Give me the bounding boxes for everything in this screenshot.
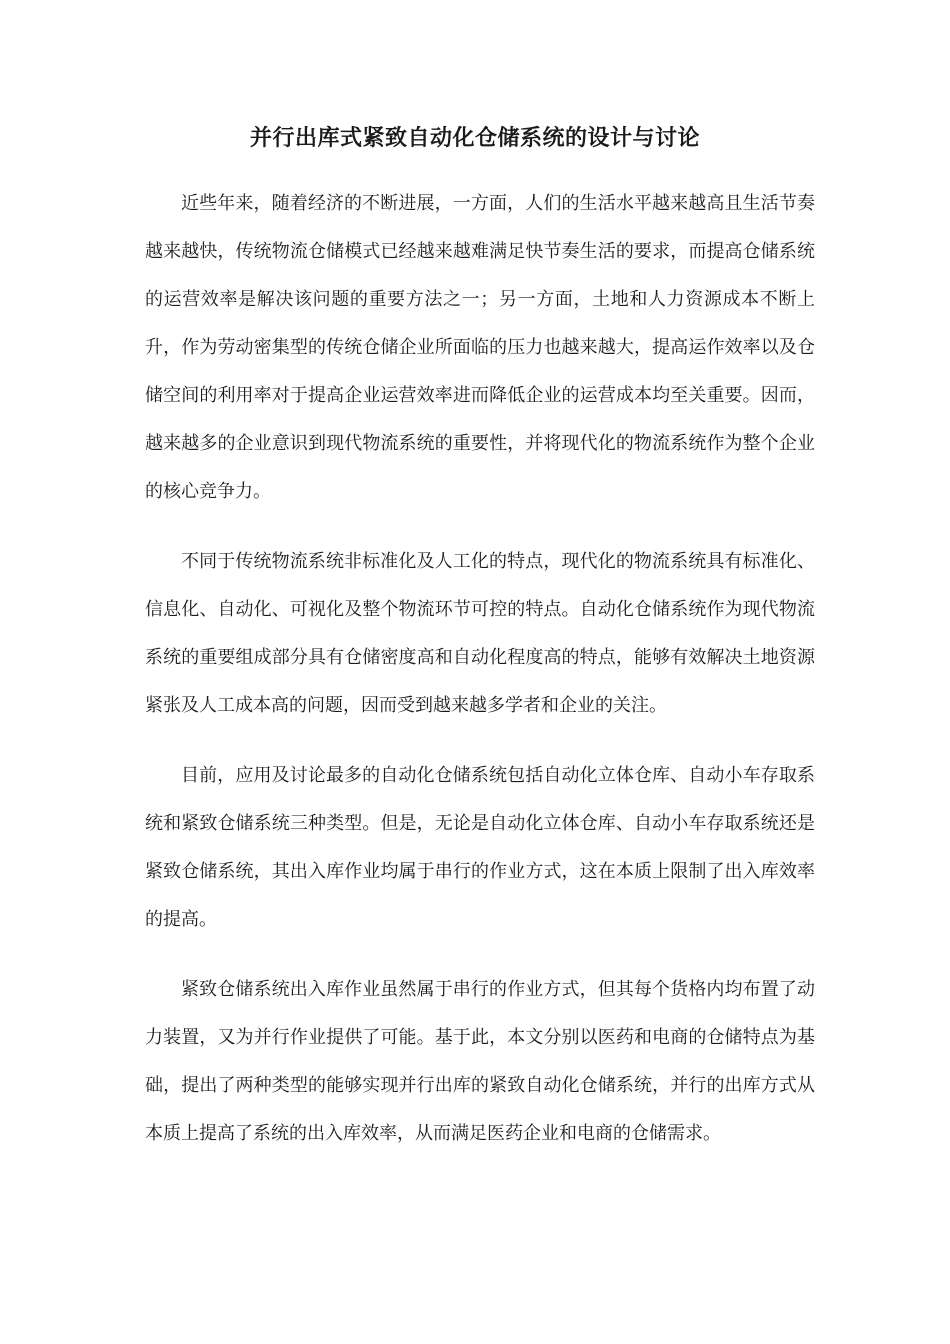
paragraph-2: 不同于传统物流系统非标准化及人工化的特点，现代化的物流系统具有标准化、信息化、自动化、可视化及整个物流环节可控的特点。自动化仓储系统作为现代物流系统的重要组成部分具有仓储密度高和自动化程度高的特点，能够有效解决土地资源紧张及人工成本高的问题，因而受到越来越多学者和企业的关注。 <box>145 551 815 716</box>
document-title: 并行出库式紧致自动化仓储系统的设计与讨论 <box>249 125 700 151</box>
document-body <box>145 180 815 1180</box>
paragraph-1: 近些年来，随着经济的不断进展，一方面，人们的生活水平越来越高且生活节奏越来越快，传统物流仓储模式已经越来越难满足快节奏生活的要求，而提高仓储系统的运营效率是解决该问题的重要方法之一；另一方面，土地和人力资源成本不断上升，作为劳动密集型的传统仓储企业所面临的压力也越来越大，提高运作效率以及仓储空间的利用率对于提高企业运营效率进而降低企业的运营成本均至关重要。因而，越来越多的企业意识到现代物流系统的重要性，并将现代化的物流系统作为整个企业的核心竞争力。 <box>145 193 815 502</box>
paragraph-4: 紧致仓储系统出入库作业虽然属于串行的作业方式，但其每个货格内均布置了动力装置，又为并行作业提供了可能。基于此，本文分别以医药和电商的仓储特点为基础，提出了两种类型的能够实现并行出库的紧致自动化仓储系统，并行的出库方式从本质上提高了系统的出入库效率，从而满足医药企业和电商的仓储需求。 <box>145 979 815 1144</box>
paragraph-3: 目前，应用及讨论最多的自动化仓储系统包括自动化立体仓库、自动小车存取系统和紧致仓储系统三种类型。但是，无论是自动化立体仓库、自动小车存取系统还是紧致仓储系统，其出入库作业均属于串行的作业方式，这在本质上限制了出入库效率的提高。 <box>145 765 815 930</box>
